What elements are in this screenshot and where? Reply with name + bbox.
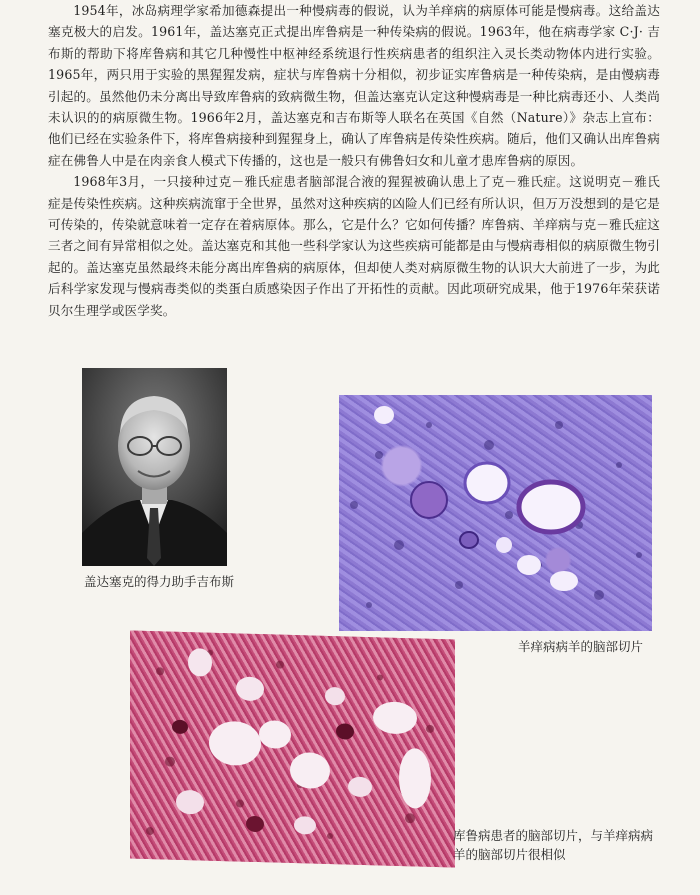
kuru-caption-line-1: 库鲁病患者的脑部切片，与羊痒病病 [453, 828, 654, 843]
portrait-caption: 盖达塞克的得力助手吉布斯 [84, 574, 235, 589]
sheep-slide-caption: 羊痒病病羊的脑部切片 [518, 639, 644, 654]
sheep-slide-graphic [339, 395, 652, 631]
body-text [48, 0, 660, 321]
portrait-photo [82, 368, 227, 566]
paragraph-1: 1954年，冰岛病理学家希加德森提出一种慢病毒的假说，认为羊痒病的病原体可能是慢病毒。这给盖达塞克极大的启发。1961年，盖达塞克正式提出库鲁病是一种传染病的假说。1963年，他在病毒学家 C·J· 吉布斯的帮助下将库鲁病和其它几种慢性中枢神经系统退行性疾病患者的组织注入灵长类动物体内进行实验。1965年，两只用于实验的黑猩猩发病，症状与库鲁病十分相似，初步证实库鲁病是一种传染病，是由慢病毒引起的。虽然他仍未分离出导致库鲁病的致病微生物，但盖达塞克认定这种慢病毒是一种比病毒还小、人类尚未认识的的病原微生物。1966年2月，盖达塞克和吉布斯等人联名在英国《自然（Nature）》杂志上宣布：他们已经在实验条件下，将库鲁病接种到猩猩身上，确认了库鲁病是传染性疾病。随后，他们又确认出库鲁病症在佛鲁人中是在肉亲食人模式下传播的，这也是一般只有佛鲁妇女和儿童才患库鲁病的原因。 [48, 3, 660, 168]
sheep-brain-slide-image [339, 395, 652, 631]
kuru-caption-line-2: 羊的脑部切片很相似 [453, 847, 566, 862]
kuru-slide-graphic [130, 630, 455, 867]
paragraph-2: 1968年3月，一只接种过克－雅氏症患者脑部混合液的猩猩被确认患上了克－雅氏症。这说明克－雅氏症是传染性疾病。这种疾病流窜于全世界，虽然对这种疾病的凶险人们已经有所认识，但万万没想到的是它是可传染的，传染就意味着一定存在着病原体。那么，它是什么？它如何传播？库鲁病、羊痒病与克－雅氏症这三者之间有异常相似之处。盖达塞克和其他一些科学家认为这些疾病可能都是由与慢病毒相似的病原微生物引起的。盖达塞克虽然最终未能分离出库鲁病的病原体，但却使人类对病原微生物的认识大大前进了一步，为此后科学家发现与慢病毒类似的类蛋白质感染因子作出了开拓性的贡献。因此项研究成果，他于1976年荣获诺贝尔生理学或医学奖。 [48, 174, 660, 318]
kuru-slide-caption [453, 826, 653, 864]
portrait-image [82, 368, 227, 566]
kuru-brain-slide-image [130, 630, 455, 867]
